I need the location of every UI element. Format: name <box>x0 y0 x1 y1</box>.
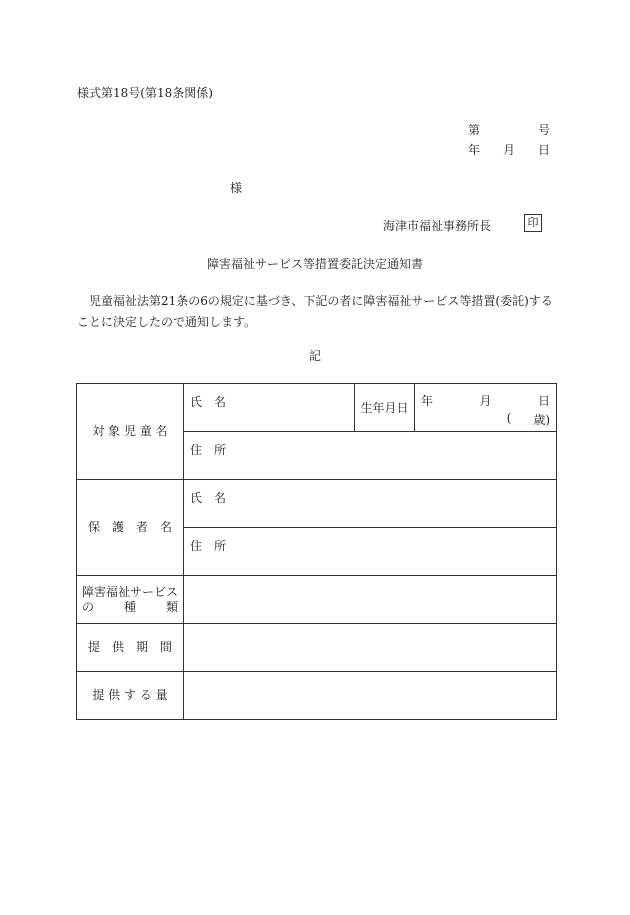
dob-label: 生年月日 <box>355 384 415 432</box>
guardian-address-caption: 住 所 <box>190 539 227 553</box>
issuer: 海津市福祉事務所長 <box>383 219 492 233</box>
dob-day: 日 <box>537 394 550 408</box>
dob-field <box>415 384 557 432</box>
body-text <box>77 291 557 333</box>
date-day: 日 <box>537 143 550 157</box>
document-number-line <box>468 121 550 138</box>
service-type-label-line2 <box>82 600 178 615</box>
service-type-label-rui: 類 <box>165 599 178 614</box>
date-year: 年 <box>468 143 481 157</box>
number-suffix: 号 <box>537 123 550 137</box>
document-title: 障害福祉サービス等措置委託決定通知書 <box>206 257 423 271</box>
provision-amount-label: 提 供 す る 量 <box>77 672 184 720</box>
child-address-caption: 住 所 <box>190 443 227 457</box>
number-prefix: 第 <box>468 123 481 137</box>
guardian-name-label: 保 護 者 名 <box>77 480 184 576</box>
service-type-label <box>77 576 184 624</box>
date-month: 月 <box>502 143 515 157</box>
provision-amount-field <box>184 672 557 720</box>
child-name-caption: 氏 名 <box>190 395 227 409</box>
service-type-label-no: の <box>82 599 95 614</box>
age-row <box>421 411 550 428</box>
issue-date-line <box>468 141 550 158</box>
addressee-suffix: 様 <box>230 181 243 195</box>
child-name-label: 対 象 児 童 名 <box>77 384 184 480</box>
service-type-field <box>184 576 557 624</box>
child-name-field <box>184 384 355 432</box>
guardian-address-field <box>184 528 557 576</box>
guardian-name-field <box>184 480 557 528</box>
details-table <box>76 383 557 720</box>
body-paragraph: 児童福祉法第21条の6の規定に基づき、下記の者に障害福祉サービス等措置(委託)することに決定したので通知します。 <box>77 294 553 329</box>
child-address-field <box>184 432 557 480</box>
service-type-label-line1: 障害福祉サービス <box>82 584 179 599</box>
service-type-label-shu: 種 <box>123 599 136 614</box>
dob-year: 年 <box>421 394 434 408</box>
guardian-name-caption: 氏 名 <box>190 491 227 505</box>
provision-period-label: 提 供 期 間 <box>77 624 184 672</box>
dob-date-row <box>421 392 550 409</box>
ki-heading: 記 <box>308 349 321 363</box>
provision-period-field <box>184 624 557 672</box>
form-number: 様式第18号(第18条関係) <box>77 86 213 100</box>
dob-month: 月 <box>479 394 492 408</box>
seal-stamp: 印 <box>524 214 542 232</box>
age-close: 歳) <box>533 413 550 427</box>
age-open: ( <box>506 411 512 425</box>
